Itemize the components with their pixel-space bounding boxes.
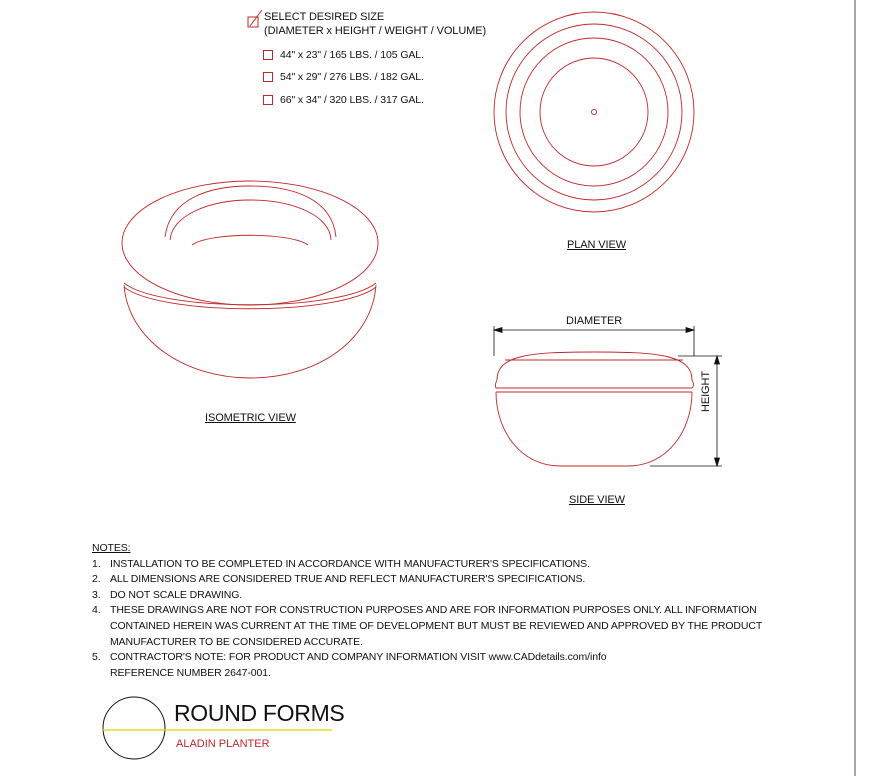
heading-checkbox — [248, 10, 262, 27]
size-option-3-label: 66" x 34" / 320 LBS. / 317 GAL. — [280, 94, 424, 106]
size-option-2-label: 54" x 29" / 276 LBS. / 182 GAL. — [280, 71, 424, 83]
note-text: DO NOT SCALE DRAWING. — [110, 588, 243, 601]
size-option-1-checkbox[interactable] — [263, 50, 273, 60]
size-option-3-checkbox[interactable] — [263, 95, 273, 105]
side-view-drawing — [495, 352, 693, 466]
note-number: 2. — [92, 573, 101, 586]
note-number: 4. — [92, 604, 101, 617]
reference-number: REFERENCE NUMBER 2647-001. — [110, 666, 271, 679]
plan-view-label: PLAN VIEW — [567, 239, 627, 251]
isometric-view-drawing — [122, 181, 378, 378]
isometric-view-label: ISOMETRIC VIEW — [205, 412, 296, 424]
diameter-dimension — [494, 326, 694, 356]
note-text: CONTRACTOR'S NOTE: FOR PRODUCT AND COMPANY INFORMATION VISIT www.CADdetails.com/info — [110, 651, 607, 664]
note-item — [92, 557, 790, 573]
size-heading: SELECT DESIRED SIZE — [264, 11, 385, 23]
height-label: HEIGHT — [700, 371, 712, 412]
note-text: THESE DRAWINGS ARE NOT FOR CONSTRUCTION PURPOSES AND ARE FOR INFORMATION PURPOSES ONLY. ALL INFORMATION CONTAINED HEREIN WAS CURRENT AT THE TIME OF DEVELOPMENT BUT MUST BE REVIEWED AND APPROVED BY THE PRODUCT MANUFACTURER TO BE CONSIDERED ACCURATE. — [110, 604, 762, 648]
note-item — [92, 650, 790, 666]
side-view-label: SIDE VIEW — [569, 494, 625, 506]
diameter-label: DIAMETER — [566, 315, 623, 327]
drawing-title: ROUND FORMS — [174, 700, 345, 726]
note-text: INSTALLATION TO BE COMPLETED IN ACCORDANCE WITH MANUFACTURER'S SPECIFICATIONS. — [110, 557, 590, 570]
size-option-1-label: 44" x 23" / 165 LBS. / 105 GAL. — [280, 49, 424, 61]
note-item — [92, 588, 790, 604]
plan-view-drawing — [494, 12, 694, 212]
note-number: 3. — [92, 588, 101, 601]
notes-section — [92, 541, 790, 681]
notes-heading: NOTES: — [92, 542, 131, 554]
size-option-2-checkbox[interactable] — [263, 72, 273, 82]
note-item — [92, 603, 790, 650]
note-item — [92, 572, 790, 588]
drawing-subtitle: ALADIN PLANTER — [176, 738, 270, 750]
note-number: 5. — [92, 651, 101, 664]
note-number: 1. — [92, 557, 101, 570]
size-subheading: (DIAMETER x HEIGHT / WEIGHT / VOLUME) — [264, 25, 487, 37]
note-text: ALL DIMENSIONS ARE CONSIDERED TRUE AND REFLECT MANUFACTURER'S SPECIFICATIONS. — [110, 573, 586, 586]
note-reference-row — [92, 666, 790, 682]
